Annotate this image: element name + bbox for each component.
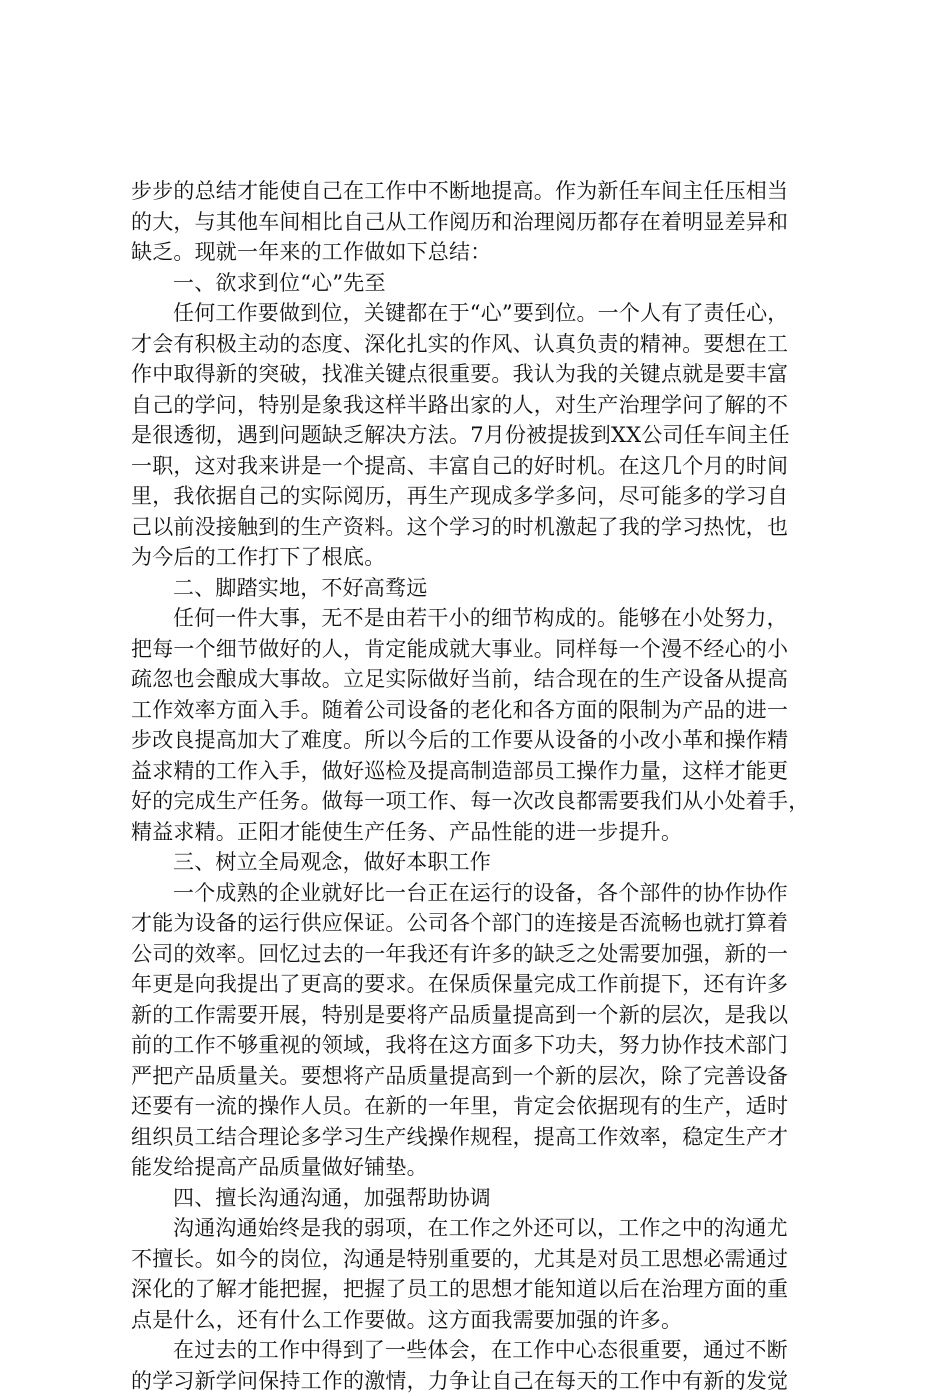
text-line: 不擅长。如今的岗位，沟通是特别重要的，尤其是对员工思想必需通过	[131, 1244, 831, 1275]
text-line: 是很透彻，遇到问题缺乏解决方法。7月份被提拔到XX公司任车间主任	[131, 420, 831, 451]
text-line: 任何工作要做到位，关键都在于“心”要到位。一个人有了责任心，	[131, 298, 831, 329]
text-line: 严把产品质量关。要想将产品质量提高到一个新的层次，除了完善设备	[131, 1061, 831, 1092]
text-line: 公司的效率。回忆过去的一年我还有许多的缺乏之处需要加强，新的一	[131, 939, 831, 970]
document-body	[131, 176, 831, 1396]
text-line: 深化的了解才能把握，把握了员工的思想才能知道以后在治理方面的重	[131, 1274, 831, 1305]
section-heading: 一、欲求到位“心”先至	[131, 268, 831, 299]
text-line: 精益求精。正阳才能使生产任务、产品性能的进一步提升。	[131, 817, 831, 848]
text-line: 才能为设备的运行供应保证。公司各个部门的连接是否流畅也就打算着	[131, 908, 831, 939]
text-line: 的学习新学问保持工作的激情，力争让自己在每天的工作中有新的发觉	[131, 1366, 831, 1396]
text-line: 作中取得新的突破，找准关键点很重要。我认为我的关键点就是要丰富	[131, 359, 831, 390]
text-line: 的大，与其他车间相比自己从工作阅历和治理阅历都存在着明显差异和	[131, 207, 831, 238]
text-line: 步改良提高加大了难度。所以今后的工作要从设备的小改小革和操作精	[131, 725, 831, 756]
text-line: 一个成熟的企业就好比一台正在运行的设备，各个部件的协作协作	[131, 878, 831, 909]
text-line: 年更是向我提出了更高的要求。在保质保量完成工作前提下，还有许多	[131, 969, 831, 1000]
text-line: 自己的学问，特别是象我这样半路出家的人，对生产治理学问了解的不	[131, 390, 831, 421]
text-line: 还要有一流的操作人员。在新的一年里，肯定会依据现有的生产，适时	[131, 1091, 831, 1122]
section-heading: 三、树立全局观念，做好本职工作	[131, 847, 831, 878]
text-line: 疏忽也会酿成大事故。立足实际做好当前，结合现在的生产设备从提高	[131, 664, 831, 695]
text-line: 能发给提高产品质量做好铺垫。	[131, 1152, 831, 1183]
text-line: 为今后的工作打下了根底。	[131, 542, 831, 573]
text-line: 里，我依据自己的实际阅历，再生产现成多学多问，尽可能多的学习自	[131, 481, 831, 512]
text-line: 组织员工结合理论多学习生产线操作规程，提高工作效率，稳定生产才	[131, 1122, 831, 1153]
text-line: 在过去的工作中得到了一些体会，在工作中心态很重要，通过不断	[131, 1335, 831, 1366]
text-line: 前的工作不够重视的领域，我将在这方面多下功夫，努力协作技术部门	[131, 1030, 831, 1061]
text-line: 缺乏。现就一年来的工作做如下总结：	[131, 237, 831, 268]
text-line: 好的完成生产任务。做每一项工作、每一次改良都需要我们从小处着手，	[131, 786, 831, 817]
text-line: 任何一件大事，无不是由若干小的细节构成的。能够在小处努力，	[131, 603, 831, 634]
section-heading: 二、脚踏实地，不好高骛远	[131, 573, 831, 604]
section-heading: 四、擅长沟通沟通，加强帮助协调	[131, 1183, 831, 1214]
text-line: 才会有积极主动的态度、深化扎实的作风、认真负责的精神。要想在工	[131, 329, 831, 360]
text-line: 益求精的工作入手，做好巡检及提高制造部员工操作力量，这样才能更	[131, 756, 831, 787]
text-line: 己以前没接触到的生产资料。这个学习的时机激起了我的学习热忱，也	[131, 512, 831, 543]
text-line: 沟通沟通始终是我的弱项，在工作之外还可以，工作之中的沟通尤	[131, 1213, 831, 1244]
text-line: 一职，这对我来讲是一个提高、丰富自己的好时机。在这几个月的时间	[131, 451, 831, 482]
text-line: 工作效率方面入手。随着公司设备的老化和各方面的限制为产品的进一	[131, 695, 831, 726]
text-line: 新的工作需要开展，特别是要将产品质量提高到一个新的层次，是我以	[131, 1000, 831, 1031]
text-line: 把每一个细节做好的人，肯定能成就大事业。同样每一个漫不经心的小	[131, 634, 831, 665]
text-line: 步步的总结才能使自己在工作中不断地提高。作为新任车间主任压相当	[131, 176, 831, 207]
text-line: 点是什么，还有什么工作要做。这方面我需要加强的许多。	[131, 1305, 831, 1336]
